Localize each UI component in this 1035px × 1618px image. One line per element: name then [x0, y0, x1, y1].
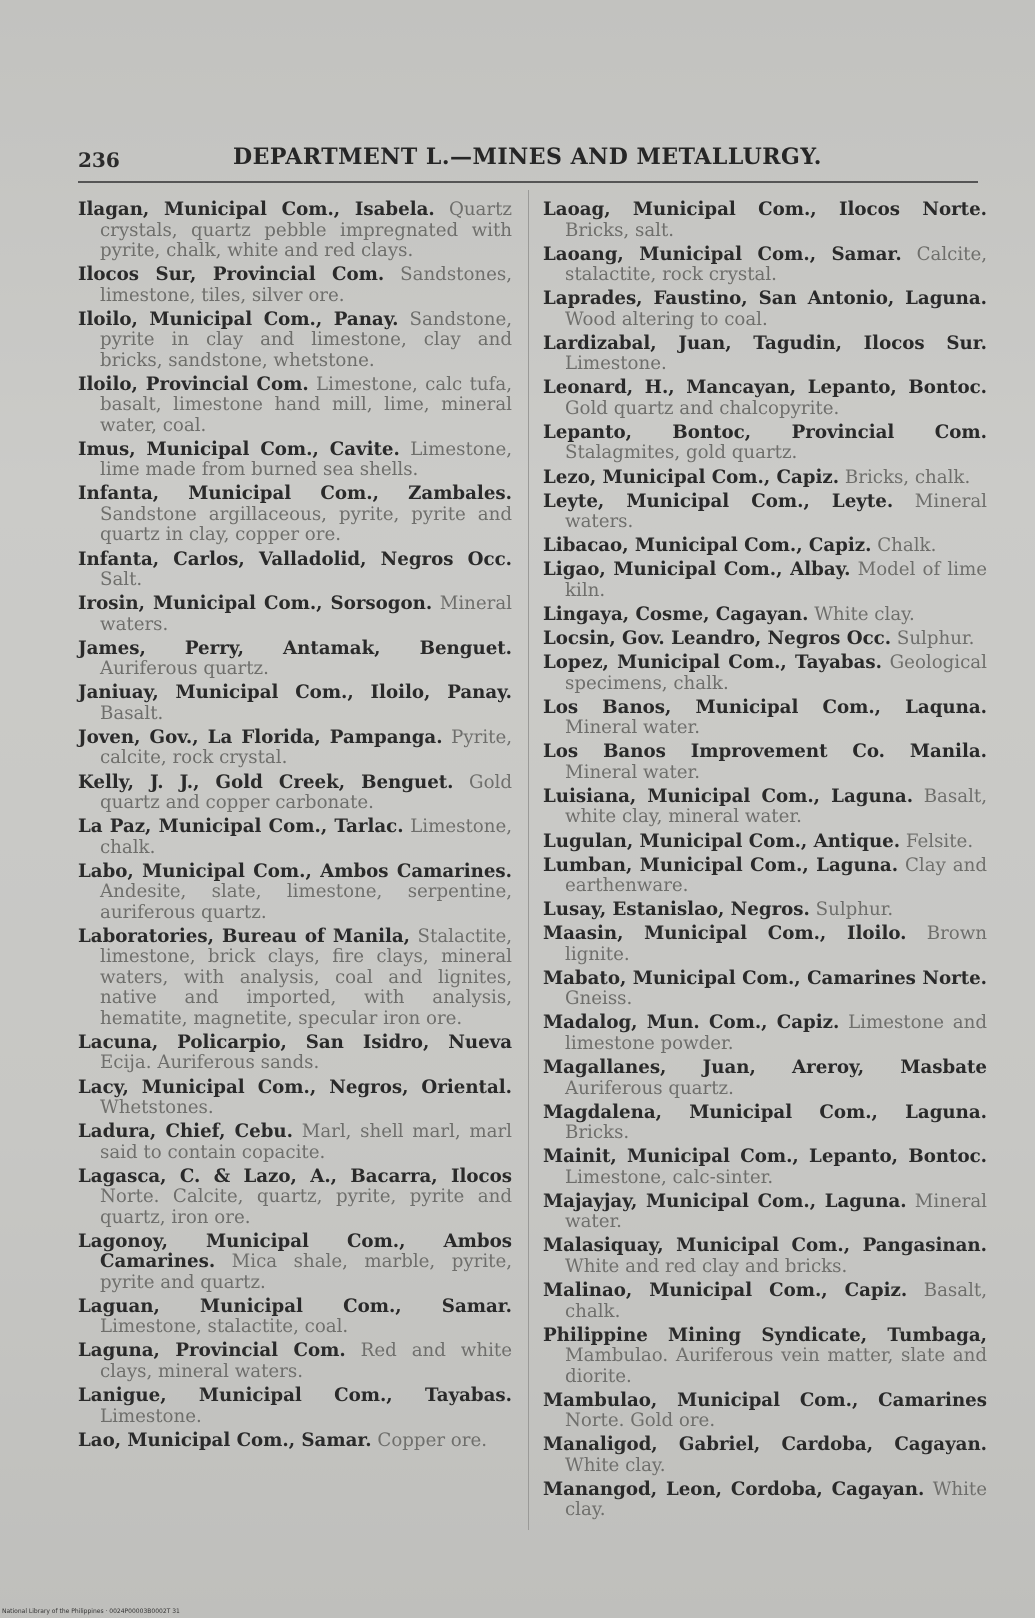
entry-name: Iloilo, Municipal Com., Panay. — [78, 308, 399, 330]
entry-name: Locsin, Gov. Leandro, Negros Occ. — [543, 628, 892, 650]
directory-entry — [78, 773, 512, 814]
entry-description: Bricks, chalk. — [844, 466, 971, 488]
directory-entry — [543, 969, 987, 1010]
entry-name: Lusay, Estanislao, Negros. — [543, 899, 810, 921]
entry-name: Lumban, Municipal Com., Laguna. — [543, 854, 899, 876]
directory-entry — [78, 1033, 512, 1074]
directory-entry — [543, 1192, 987, 1233]
entry-description: Basalt. — [100, 702, 164, 724]
entry-description: Limestone. — [100, 1405, 202, 1427]
entry-description: Gold quartz and copper carbonate. — [100, 771, 512, 814]
right-column — [543, 200, 987, 1525]
entry-name: Mainit, Municipal Com., Lepanto, Bontoc. — [543, 1146, 987, 1168]
directory-entry — [543, 698, 987, 739]
entry-description: Gneiss. — [565, 988, 633, 1010]
entry-description: Mineral water. — [565, 1190, 987, 1233]
entry-description: Mineral waters. — [565, 490, 987, 533]
entry-name: Ilocos Sur, Provincial Com. — [78, 264, 385, 286]
entry-name: Infanta, Carlos, Valladolid, Negros Occ. — [78, 548, 512, 570]
entry-description: Basalt, white clay, mineral water. — [565, 785, 987, 828]
entry-description: Salt. — [100, 569, 143, 591]
entry-name: Infanta, Municipal Com., Zambales. — [78, 483, 512, 505]
entry-name: Manangod, Leon, Cordoba, Cagayan. — [543, 1478, 925, 1500]
entry-name: Mabato, Municipal Com., Camarines Norte. — [543, 967, 987, 989]
directory-entry — [78, 1341, 512, 1382]
directory-entry — [78, 1167, 512, 1229]
directory-entry — [543, 653, 987, 694]
entry-description: Norte. Gold ore. — [565, 1410, 716, 1432]
directory-entry — [543, 1236, 987, 1277]
entry-description: Limestone, stalactite, coal. — [100, 1316, 349, 1338]
entry-description: Sandstone, pyrite in clay and limestone, clay and bricks, sandstone, whetstone. — [100, 308, 512, 371]
directory-entry — [543, 1391, 987, 1432]
directory-entry — [78, 594, 512, 635]
entry-name: Los Banos Improvement Co. Manila. — [543, 741, 987, 763]
directory-entry — [78, 927, 512, 1030]
entry-name: Maasin, Municipal Com., Iloilo. — [543, 923, 907, 945]
entry-description: Whetstones. — [100, 1097, 214, 1118]
entry-name: Joven, Gov., La Florida, Pampanga. — [78, 726, 443, 748]
entry-description: Limestone, chalk. — [100, 816, 512, 858]
entry-description: Mineral water. — [565, 761, 701, 783]
entry-name: Iloilo, Provincial Com. — [78, 373, 309, 395]
entry-description: Basalt, chalk. — [565, 1280, 987, 1322]
directory-entry — [78, 265, 512, 306]
entry-name: Laguna, Provincial Com. — [78, 1340, 346, 1362]
page-header — [78, 144, 988, 180]
directory-entry — [543, 900, 987, 921]
entry-name: La Paz, Municipal Com., Tarlac. — [78, 816, 404, 838]
entry-description: Limestone, calc tufa, basalt, limestone hand mill, lime, mineral water, coal. — [100, 373, 512, 436]
directory-entry — [543, 289, 987, 330]
entry-description: Pyrite, calcite, rock crystal. — [100, 726, 512, 769]
entry-name: Magdalena, Municipal Com., Laguna. — [543, 1101, 987, 1123]
entry-description: Sulphur. — [896, 628, 975, 650]
entry-description: Limestone, lime made from burned sea shells. — [100, 438, 512, 481]
entry-description: Geological specimens, chalk. — [565, 652, 987, 694]
entry-description: White clay. — [565, 1454, 666, 1476]
entry-description: Auriferous quartz. — [565, 1077, 734, 1099]
directory-entry — [78, 1297, 512, 1338]
entry-description: Limestone and limestone powder. — [565, 1012, 987, 1054]
entry-name: Leyte, Municipal Com., Leyte. — [543, 490, 894, 512]
directory-entry — [543, 1147, 987, 1188]
entry-name: Laprades, Faustino, San Antonio, Laguna. — [543, 288, 987, 310]
entry-name: Laoag, Municipal Com., Ilocos Norte. — [543, 199, 987, 220]
directory-entry — [78, 375, 512, 437]
entry-name: Lopez, Municipal Com., Tayabas. — [543, 652, 882, 674]
entry-name: Labo, Municipal Com., Ambos Camarines. — [78, 860, 512, 882]
entry-description: Model of lime kiln. — [565, 559, 987, 601]
directory-entry — [78, 1386, 512, 1427]
entry-description: Sandstone argillaceous, pyrite, pyrite and quartz in clay, copper ore. — [100, 503, 512, 546]
directory-entry — [78, 484, 512, 546]
entry-name: Lagasca, C. & Lazo, A., Bacarra, Ilocos — [78, 1165, 512, 1187]
entry-name: Ligao, Municipal Com., Albay. — [543, 559, 851, 581]
entry-name: Lao, Municipal Com., Samar. — [78, 1429, 372, 1451]
entry-description: Sandstones, limestone, tiles, silver ore. — [100, 264, 512, 306]
entry-description: Limestone, calc-sinter. — [565, 1166, 774, 1188]
entry-name: Lingaya, Cosme, Cagayan. — [543, 603, 809, 625]
directory-entry — [543, 832, 987, 853]
entry-name: Laguan, Municipal Com., Samar. — [78, 1295, 512, 1317]
entry-description: Bricks. — [565, 1122, 630, 1144]
entry-name: Lepanto, Bontoc, Provincial Com. — [543, 421, 987, 443]
entry-name: Libacao, Municipal Com., Capiz. — [543, 535, 872, 557]
entry-description: Limestone. — [565, 353, 667, 375]
entry-description: White and red clay and bricks. — [565, 1255, 848, 1277]
entry-name: Lardizabal, Juan, Tagudin, Ilocos Sur. — [543, 332, 987, 354]
entry-description: Brown lignite. — [565, 923, 987, 965]
entry-name: Lagonoy, Municipal Com., Ambos Camarines. — [78, 1230, 512, 1273]
directory-entry — [543, 924, 987, 965]
entry-description: White clay. — [565, 1478, 987, 1521]
directory-entry — [543, 492, 987, 533]
directory-entry — [78, 1122, 512, 1163]
entry-description: Clay and earthenware. — [565, 854, 987, 897]
directory-entry — [543, 334, 987, 375]
entry-name: Laboratories, Bureau of Manila, — [78, 925, 410, 947]
running-title: DEPARTMENT L.—MINES AND METALLURGY. — [233, 144, 822, 170]
entry-name: Ilagan, Municipal Com., Isabela. — [78, 199, 435, 220]
entry-description: White clay. — [814, 603, 915, 625]
entry-description: Stalactite, limestone, brick clays, fire clays, mineral waters, with analysis, coal and lignites, native and imported, with analysis, hematite, magnetite, specular iron ore. — [100, 925, 512, 1029]
entry-name: Lanigue, Municipal Com., Tayabas. — [78, 1385, 512, 1407]
entry-description: Marl, shell marl, marl said to contain copacite. — [100, 1121, 512, 1163]
directory-entry — [543, 560, 987, 601]
directory-entry — [543, 1013, 987, 1054]
directory-entry — [78, 440, 512, 481]
directory-entry — [543, 200, 987, 241]
directory-entry — [78, 1431, 512, 1452]
directory-entry — [543, 742, 987, 783]
entry-name: Janiuay, Municipal Com., Iloilo, Panay. — [78, 682, 512, 704]
directory-entry — [543, 536, 987, 557]
directory-entry — [543, 856, 987, 897]
directory-entry — [78, 1078, 512, 1119]
entry-description: Gold quartz and chalcopyrite. — [565, 397, 840, 419]
entry-name: Magallanes, Juan, Areroy, Masbate — [543, 1057, 987, 1079]
directory-entry — [78, 683, 512, 724]
entry-description: Norte. Calcite, quartz, pyrite, pyrite and quartz, iron ore. — [100, 1186, 512, 1228]
directory-entry — [543, 378, 987, 419]
entry-name: Lezo, Municipal Com., Capiz. — [543, 466, 840, 488]
entry-name: Philippine Mining Syndicate, Tumbaga, — [543, 1324, 987, 1346]
entry-description: Stalagmites, gold quartz. — [565, 442, 798, 464]
entry-name: Irosin, Municipal Com., Sorsogon. — [78, 593, 433, 615]
entry-name: Kelly, J. J., Gold Creek, Benguet. — [78, 771, 454, 793]
directory-entry — [543, 1326, 987, 1388]
directory-entry — [543, 1435, 987, 1476]
directory-entry — [78, 639, 512, 680]
directory-entry — [543, 629, 987, 650]
entry-description: Mica shale, marble, pyrite, pyrite and quartz. — [100, 1251, 512, 1293]
directory-entry — [78, 550, 512, 591]
entry-description: Ecija. Auriferous sands. — [100, 1052, 320, 1074]
directory-entry — [543, 1281, 987, 1322]
entry-name: Mambulao, Municipal Com., Camarines — [543, 1389, 987, 1411]
page-number: 236 — [78, 148, 120, 172]
scan-credit: National Library of the Philippines · 0024P00003B0002T 31 — [2, 1608, 180, 1615]
entry-description: Chalk. — [877, 535, 937, 557]
directory-entry — [543, 605, 987, 626]
entry-name: Lugulan, Municipal Com., Antique. — [543, 830, 901, 852]
entry-description: Red and white clays, mineral waters. — [100, 1340, 512, 1382]
entry-description: Wood altering to coal. — [565, 308, 768, 330]
directory-entry — [543, 1058, 987, 1099]
column-divider — [528, 190, 529, 1530]
entry-description: Andesite, slate, limestone, serpentine, auriferous quartz. — [100, 881, 512, 923]
entry-name: Imus, Municipal Com., Cavite. — [78, 438, 400, 460]
directory-entry — [543, 1480, 987, 1521]
directory-entry — [78, 310, 512, 372]
entry-description: Calcite, stalactite, rock crystal. — [565, 243, 987, 286]
directory-entry — [543, 423, 987, 464]
entry-name: Manaligod, Gabriel, Cardoba, Cagayan. — [543, 1434, 987, 1456]
entry-name: Leonard, H., Mancayan, Lepanto, Bontoc. — [543, 377, 987, 399]
header-rule — [78, 181, 978, 183]
entry-name: James, Perry, Antamak, Benguet. — [78, 637, 512, 659]
directory-entry — [78, 1232, 512, 1294]
entry-description: Copper ore. — [377, 1429, 487, 1451]
entry-name: Luisiana, Municipal Com., Laguna. — [543, 785, 914, 807]
directory-entry — [543, 245, 987, 286]
entry-name: Lacy, Municipal Com., Negros, Oriental. — [78, 1076, 512, 1098]
entry-description: Mambulao. Auriferous vein matter, slate and diorite. — [565, 1345, 987, 1387]
directory-entry — [78, 817, 512, 858]
entry-description: Sulphur. — [815, 899, 894, 921]
entry-description: Felsite. — [905, 830, 974, 852]
directory-entry — [543, 787, 987, 828]
entry-name: Malinao, Municipal Com., Capiz. — [543, 1280, 908, 1302]
directory-entry — [78, 862, 512, 924]
directory-entry — [543, 1103, 987, 1144]
directory-entry — [78, 200, 512, 262]
entry-name: Ladura, Chief, Cebu. — [78, 1121, 293, 1143]
entry-description: Auriferous quartz. — [100, 658, 269, 680]
entry-description: Quartz crystals, quartz pebble impregnated with pyrite, chalk, white and red clays. — [100, 199, 512, 261]
entry-description: Mineral water. — [565, 717, 701, 739]
entry-name: Los Banos, Municipal Com., Laquna. — [543, 696, 987, 718]
entry-name: Lacuna, Policarpio, San Isidro, Nueva — [78, 1031, 512, 1053]
entry-name: Laoang, Municipal Com., Samar. — [543, 243, 902, 265]
entry-name: Malasiquay, Municipal Com., Pangasinan. — [543, 1235, 987, 1257]
entry-description: Mineral waters. — [100, 593, 512, 635]
left-column — [78, 200, 512, 1455]
entry-name: Madalog, Mun. Com., Capiz. — [543, 1012, 840, 1034]
entry-name: Majayjay, Municipal Com., Laguna. — [543, 1190, 907, 1212]
directory-entry — [543, 468, 987, 489]
directory-entry — [78, 728, 512, 769]
entry-description: Bricks, salt. — [565, 219, 675, 241]
